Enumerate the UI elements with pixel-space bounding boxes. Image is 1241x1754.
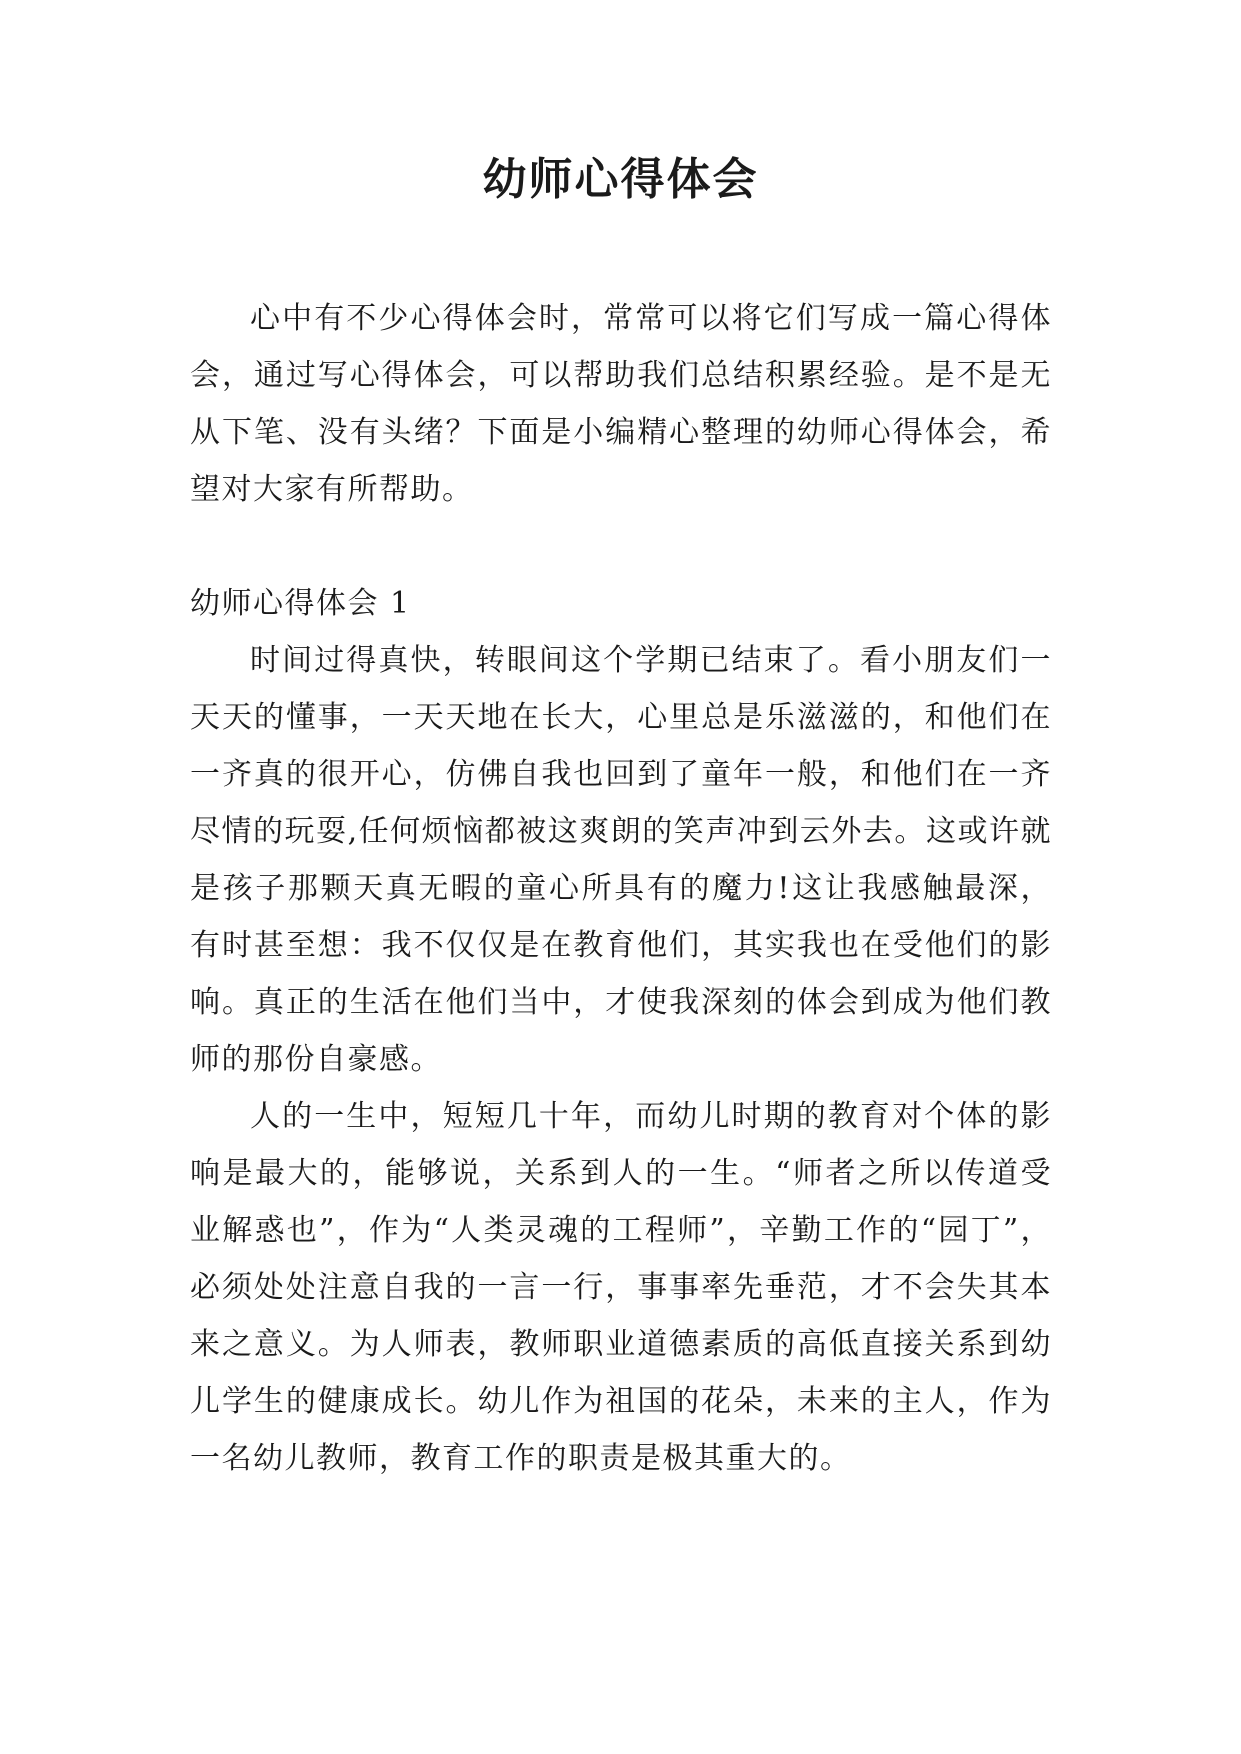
document-title: 幼师心得体会	[482, 154, 759, 205]
document-body	[190, 290, 1052, 1487]
intro-paragraph: 心中有不少心得体会时，常常可以将它们写成一篇心得体会，通过写心得体会，可以帮助我们总结积累经验。是不是无从下笔、没有头绪？下面是小编精心整理的幼师心得体会，希望对大家有所帮助。	[190, 301, 1052, 507]
section-heading: 幼师心得体会 1	[190, 586, 411, 621]
body-paragraph: 人的一生中，短短几十年，而幼儿时期的教育对个体的影响是最大的，能够说，关系到人的一生。“师者之所以传道受业解惑也”，作为“人类灵魂的工程师”，辛勤工作的“园丁”，必须处处注意自我的一言一行，事事率先垂范，才不会失其本来之意义。为人师表，教师职业道德素质的高低直接关系到幼儿学生的健康成长。幼儿作为祖国的花朵，未来的主人，作为一名幼儿教师，教育工作的职责是极其重大的。	[190, 1099, 1052, 1476]
section-1	[190, 575, 1052, 1487]
body-paragraph: 时间过得真快，转眼间这个学期已结束了。看小朋友们一天天的懂事，一天天地在长大，心里总是乐滋滋的，和他们在一齐真的很开心，仿佛自我也回到了童年一般，和他们在一齐尽情的玩耍,任何烦恼都被这爽朗的笑声冲到云外去。这或许就是孩子那颗天真无暇的童心所具有的魔力!这让我感触最深，有时甚至想：我不仅仅是在教育他们，其实我也在受他们的影响。真正的生活在他们当中，才使我深刻的体会到成为他们教师的那份自豪感。	[190, 643, 1052, 1077]
